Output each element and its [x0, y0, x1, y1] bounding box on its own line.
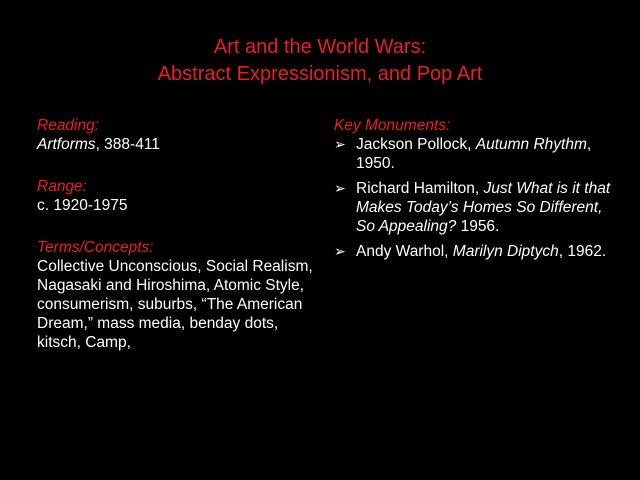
monument-item: [334, 135, 614, 173]
monument-item: [334, 242, 614, 261]
terms-label: Terms/Concepts:: [37, 239, 154, 256]
arrow-bullet-icon: ➢: [334, 136, 346, 152]
reading-value: [37, 135, 322, 154]
reading-pages: , 388-411: [95, 136, 160, 153]
spacer: [37, 154, 322, 177]
monument-date: , 1962.: [558, 243, 607, 260]
slide-title: [0, 34, 640, 88]
range-value: c. 1920-1975: [37, 197, 128, 214]
title-line-1: Art and the World Wars:: [213, 36, 427, 58]
monuments-label: Key Monuments:: [334, 117, 451, 134]
range-label: Range:: [37, 178, 87, 195]
monument-artist: Richard Hamilton,: [356, 180, 484, 197]
spacer: [37, 215, 322, 238]
arrow-bullet-icon: ➢: [334, 243, 346, 259]
monument-work: Marilyn Diptych: [452, 243, 559, 260]
reading-label: Reading:: [37, 117, 100, 134]
right-column: [334, 116, 614, 267]
monument-work: Just What is it that Makes Today’s Homes So Different, So Appealing?: [356, 180, 611, 235]
title-line-2: Abstract Expressionism, and Pop Art: [157, 63, 483, 85]
monument-item: [334, 179, 614, 236]
monument-work: Autumn Rhythm: [475, 136, 587, 153]
monument-date: , 1950.: [356, 136, 592, 172]
terms-value: Collective Unconscious, Social Realism, Nagasaki and Hiroshima, Atomic Style, consumerism, suburbs, “The American Dream,” mass media, benday dots, kitsch, Camp,: [37, 258, 313, 351]
arrow-bullet-icon: ➢: [334, 180, 346, 196]
reading-book-title: Artforms: [37, 136, 96, 153]
left-column: [37, 116, 322, 352]
monument-artist: Andy Warhol,: [356, 243, 453, 260]
monument-date: 1956.: [456, 218, 500, 235]
monument-artist: Jackson Pollock,: [356, 136, 476, 153]
